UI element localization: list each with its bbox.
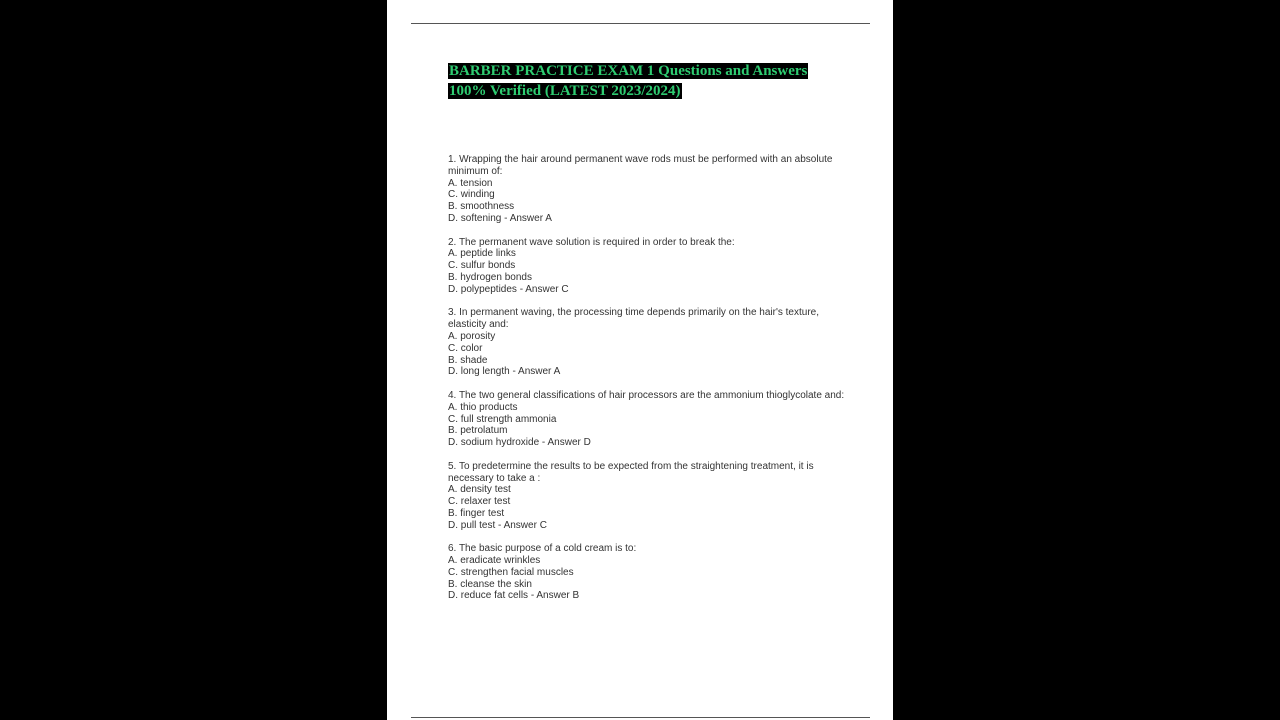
question-5: [448, 461, 848, 532]
option-a: A. peptide links: [448, 248, 516, 260]
question-stem: 3. In permanent waving, the processing time depends primarily on the hair's texture, elasticity and:: [448, 307, 819, 331]
question-3: [448, 307, 848, 378]
option-d-answer: D. pull test - Answer C: [448, 519, 547, 531]
question-2: [448, 237, 848, 296]
question-stem: 4. The two general classifications of hair processors are the ammonium thioglycolate and:: [448, 389, 845, 401]
option-a: A. thio products: [448, 401, 518, 413]
option-d-answer: D. softening - Answer A: [448, 212, 552, 224]
document-page: [387, 0, 893, 720]
question-stem: 5. To predetermine the results to be expected from the straightening treatment, it is necessary to take a :: [448, 460, 814, 484]
option-d-answer: D. reduce fat cells - Answer B: [448, 590, 580, 602]
option-c: C. sulfur bonds: [448, 260, 516, 272]
option-d-answer: D. long length - Answer A: [448, 366, 561, 378]
option-d-answer: D. sodium hydroxide - Answer D: [448, 437, 591, 449]
option-a: A. density test: [448, 484, 511, 496]
question-1: [448, 154, 848, 225]
option-b: B. shade: [448, 354, 488, 366]
question-stem: 1. Wrapping the hair around permanent wave rods must be performed with an absolute minimum of:: [448, 154, 833, 177]
option-c: C. full strength ammonia: [448, 413, 557, 425]
title-line-1: BARBER PRACTICE EXAM 1 Questions and Answers: [449, 63, 808, 79]
option-b: B. finger test: [448, 507, 505, 519]
option-b: B. cleanse the skin: [448, 578, 532, 590]
option-b: B. smoothness: [448, 201, 515, 213]
option-c: C. relaxer test: [448, 496, 511, 508]
option-a: A. tension: [448, 177, 493, 189]
page-bottom-rule: [411, 717, 870, 718]
option-c: C. color: [448, 342, 483, 354]
option-b: B. petrolatum: [448, 425, 508, 437]
question-list: [448, 154, 848, 614]
page-top-rule: [411, 23, 870, 24]
option-b: B. hydrogen bonds: [448, 271, 532, 283]
option-c: C. winding: [448, 189, 495, 201]
question-4: [448, 390, 848, 449]
question-stem: 2. The permanent wave solution is required in order to break the:: [448, 236, 735, 248]
question-6: [448, 543, 848, 602]
option-c: C. strengthen facial muscles: [448, 566, 574, 578]
option-a: A. porosity: [448, 330, 496, 342]
option-d-answer: D. polypeptides - Answer C: [448, 283, 569, 295]
document-title: [448, 61, 848, 101]
question-stem: 6. The basic purpose of a cold cream is to:: [448, 543, 637, 555]
title-line-2: 100% Verified (LATEST 2023/2024): [449, 83, 681, 99]
option-a: A. eradicate wrinkles: [448, 555, 541, 567]
